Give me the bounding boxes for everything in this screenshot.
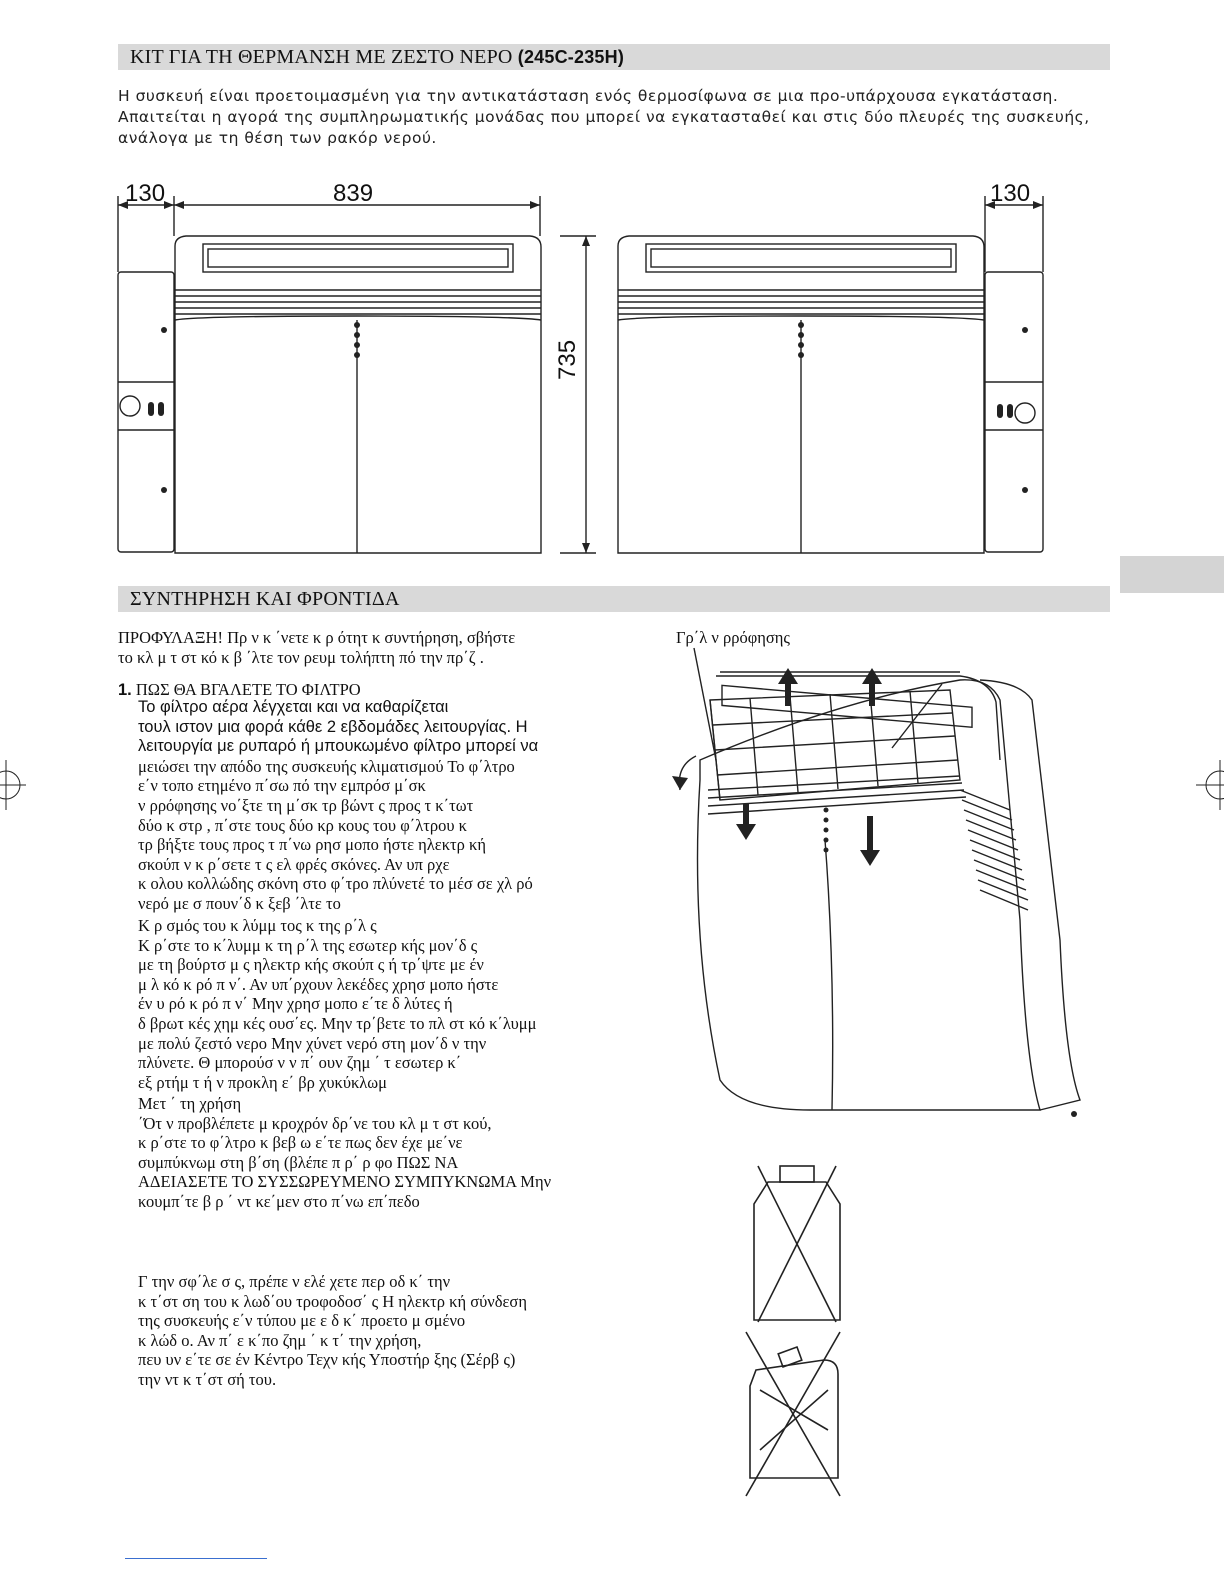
dimension-width-label: 839 [333,180,374,207]
filter-line: δύο κ στρ , π΄στε τους δύο κρ κους του φ΄λτρου κ [138,815,467,835]
filter-line: νερό με σ πουν΄δ κ ξεβ ΄λτε το [138,893,341,913]
filter-line: Το φίλτρο αέρα λέγχεται και να καθαρίζεται [138,698,449,716]
section-header-maintenance [118,586,1110,612]
intro-line: Απαιτείται η αγορά της συμπληρωματικής μονάδας που μπορεί να εγκατασταθεί και στις δύο πλευρές της συσκευής, [118,108,1090,126]
filter-line: τρ βήξτε τους προς τ π΄νω ρησ μοπο ήστε ηλεκτρ κή [138,835,486,855]
section-title: ΣΥΝΤΗΡΗΣΗ ΚΑΙ ΦΡΟΝΤΙΔΑ [130,588,400,610]
filter-line: λειτουργία με ρυπαρό ή μπουκωμένο φίλτρο μπορεί να [138,737,539,756]
cleaning-line: δ βρωτ κές χημ κές ουσ΄ες. Μην τρ΄βετε το πλ στ κό κ΄λυμμ [138,1013,537,1033]
safety-line: κ λώδ ο. Αν π΄ ε κ΄πο ζημ ΄ κ τ΄ την χρήση, [138,1330,422,1350]
side-tab-marker [1120,556,1224,593]
intro-line: Η συσκευή είναι προετοιμασμένη για την αντικατάσταση ενός θερμοσίφωνα σε μια προ-υπάρχουσα εγκατάσταση. [118,87,1059,105]
filter-line: μειώσει την απόδο της συσκευής κλιματισμού Το φ΄λτρο [138,756,515,776]
safety-line: την ντ κ τ΄στ σή του. [138,1369,277,1389]
safety-paragraph [138,1272,658,1390]
warning-line: το κλ μ τ στ κό κ β ΄λτε τον ρευμ τολήπτη πό την πρ΄ζ . [118,647,484,667]
warning-paragraph [118,628,658,667]
item-number: 1. [118,681,132,699]
cleaning-line: με πολύ ζεστό νερο Μην χύνετ νερό στη μον΄δ ν την [138,1033,487,1053]
after-use-line: ΑΔΕΙΑΣΕΤΕ ΤΟ ΣΥΣΣΩΡΕΥΜΕΝΟ ΣΥΜΠΥΚΝΩΜΑ Μην [138,1172,552,1192]
cleaning-line: με τη βούρτσ μ ς ηλεκτρ κής σκούπ ς ή τρ΄ψτε με έν [138,955,484,975]
safety-line: της συσκευής ε΄ν τύπου με ε δ κ΄ προετο μ σμένο [138,1311,466,1331]
filter-line: τουλ ιστον μια φορά κάθε 2 εβδομάδες λειτουργίας. Η [138,717,528,736]
cleaning-line: Κ ρ΄στε το κ΄λυμμ κ τη ρ΄λ της εσωτερ κής μον΄δ ς [138,935,478,955]
footer-rule [125,1558,267,1559]
after-use-line: ΄Ότ ν προβλέπετε μ κροχρόν δρ΄νε του κλ μ τ στ κού, [138,1113,492,1133]
section-title: ΚΙΤ ΓΙΑ ΤΗ ΘΕΡΜΑΝΣΗ ΜΕ ΖΕΣΤΟ ΝΕΡΟ [130,46,513,68]
safety-line: κ τ΄στ ση του κ λωδ΄ου τροφοδοσ΄ ς Η ηλεκτρ κή σύνδεση [138,1291,527,1311]
after-use-line: κ ρ΄στε το φ΄λτρο κ βεβ ω ε΄τε πως δεν έχε με΄νε [138,1133,463,1153]
item-title: ΠΩΣ ΘΑ ΒΓΑΛΕΤΕ ΤΟ ΦΙΛΤΡΟ [135,680,361,699]
filter-line: ν ρρόφησης νο΄ξτε τη μ΄σκ τρ βώντ ς προς τ κ΄τωτ [138,795,474,815]
intro-line: ανάλογα με τη θέση των ρακόρ νερού. [118,129,437,147]
warning-line: ΠΡΟΦΥΛΑΞΗ! Πρ ν κ ΄νετε κ ρ ότητ κ συντήρηση, σβήστε [118,628,516,647]
dimension-left-label: 130 [125,180,166,207]
model-code: (245C-235H) [517,47,625,67]
filter-line: κ ολου κολλώδης σκόνη στο φ΄τρο πλύνετέ το μέσ σε χλ ρό [138,874,533,894]
safety-line: Γ την σφ΄λε σ ς, πρέπε ν ελέ χετε περ οδ κ΄ την [138,1272,451,1291]
cleaning-title: Κ ρ σμός του κ λύμμ τος κ της ρ΄λ ς [138,916,377,935]
filter-removal-illustration [660,640,1100,1130]
after-use-line: συμπύκνωμ στη β΄ση (βλέπε π ρ΄ ρ φο ΠΩΣ ΝΑ [138,1152,459,1172]
no-container-icons [740,1160,850,1500]
dimension-right-label: 130 [990,180,1031,207]
filter-line: σκούπ ν κ ρ΄σετε τ ς ελ φρές σκόνες. Αν υπ ρχε [138,854,450,874]
after-use-paragraph [138,1094,658,1212]
filter-line: ε΄ν τοπο ετημένο π΄σω πό την εμπρόσ μ΄σκ [138,776,426,796]
safety-line: πευ υν ε΄τε σε έν Κέντρο Τεχν κής Υποστήρ ξης (Σέρβ ς) [138,1350,516,1370]
cleaning-line: πλύνετε. Θ μπορούσ ν ν π΄ ουν ζημ ΄ τ εσωτερ κ΄ [138,1053,462,1073]
cleaning-paragraph [138,916,658,1092]
dimension-height-label: 735 [554,339,581,380]
after-use-line: κουμπ΄τε β ρ ΄ ντ κε΄μεν στο π΄νω επ΄πεδο [138,1191,420,1211]
filter-paragraph [138,698,658,914]
registration-mark-left [0,760,26,810]
cleaning-line: έν υ ρό κ ρό π ν΄ Μην χρησ μοπο ε΄τε δ λύτες ή [138,994,453,1014]
intake-grille-label: Γρ΄λ ν ρρόφησης [676,628,790,647]
dimension-drawing [0,0,1224,600]
after-use-title: Μετ ΄ τη χρήση [138,1094,242,1113]
registration-mark-right [1196,760,1224,810]
cleaning-line: εξ ρτήμ τ ή ν προκλη ε΄ βρ χυκύκλωμ [138,1072,388,1092]
cleaning-line: μ λ κό κ ρό π ν΄. Αν υπ΄ρχουν λεκέδες χρησ μοπο ήστε [138,974,499,994]
